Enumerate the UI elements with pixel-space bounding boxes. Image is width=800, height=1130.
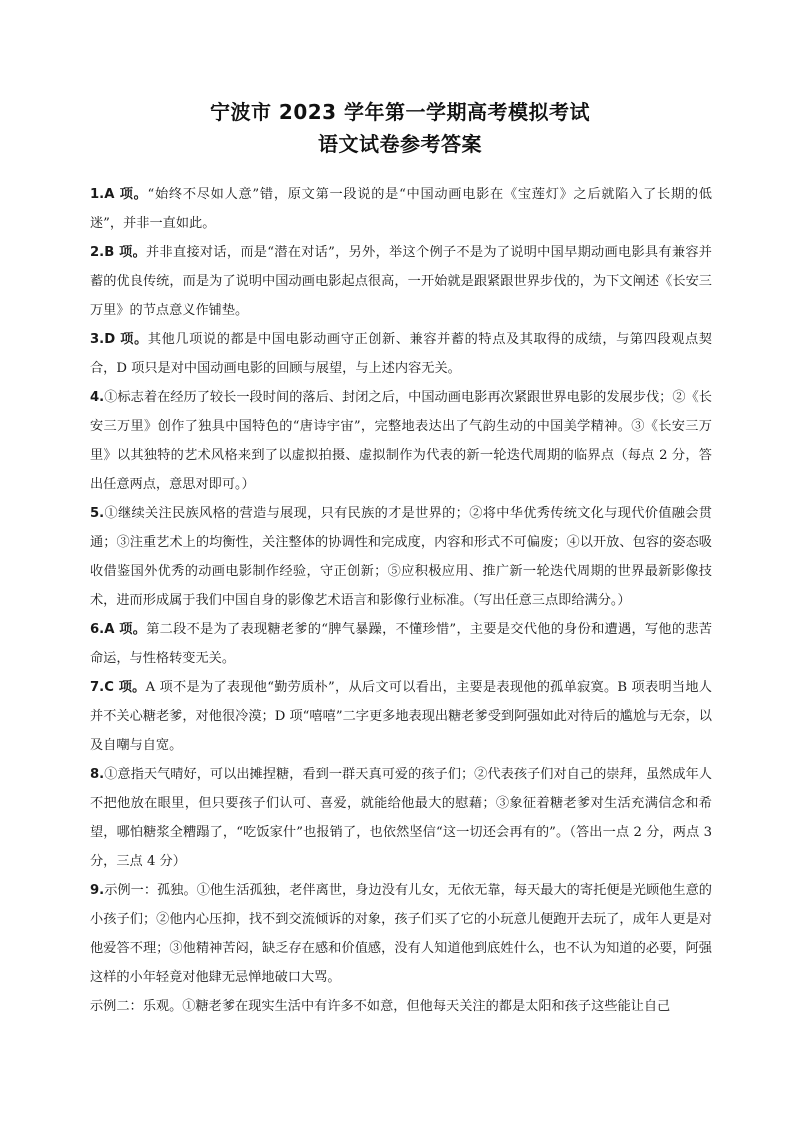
answer-text: ①标志着在经历了较长一段时间的落后、封闭之后，中国动画电影再次紧跟世界电影的发展步伐；②《长安三万里》创作了独具中国特色的“唐诗宇宙”，完整地表达出了气韵生动的中国美学精神。③《长安三万里》以其独特的艺术风格来到了以虚拟拍摄、虚拟制作为代表的新一轮迭代周期的临界点（每点 2 分，答出任意两点，意思对即可。）: [90, 390, 712, 492]
question-number: 4.: [90, 390, 105, 405]
answer-text: 第二段不是为了表现糖老爹的“脾气暴躁，不懂珍惜”，主要是交代他的身份和遭遇，写他的悲苦命运，与性格转变无关。: [90, 622, 712, 666]
answer-item: [90, 615, 712, 673]
answer-choice: D 项。: [104, 332, 148, 347]
answer-choice: A 项。: [104, 622, 147, 637]
answer-choice: B 项。: [104, 245, 147, 260]
question-number: 5.: [90, 506, 105, 521]
page-subtitle: 语文试卷参考答案: [318, 132, 482, 156]
question-number: 2.: [90, 245, 105, 260]
answer-item: [90, 673, 712, 760]
question-number: 7.: [90, 680, 105, 695]
answer-item: [90, 992, 712, 1021]
answer-item: [90, 238, 712, 325]
question-number: 1.: [90, 187, 105, 202]
question-number: 6.: [90, 622, 105, 637]
answer-text: 并非直接对话，而是“潜在对话”，另外，举这个例子不是为了说明中国早期动画电影具有兼容并蓄的优良传统，而是为了说明中国动画电影起点很高，一开始就是跟紧跟世界步伐的，为下文阐述《长安三万里》的节点意义作铺垫。: [90, 245, 712, 318]
answer-text: 示例一：孤独。①他生活孤独，老伴离世，身边没有儿女，无依无靠，每天最大的寄托便是光顾他生意的小孩子们；②他内心压抑，找不到交流倾诉的对象，孩子们买了它的小玩意儿便跑开去玩了，成年人更是对他爱答不理；③他精神苦闷，缺乏存在感和价值感，没有人知道他到底姓什么，也不认为知道的必要，阿强这样的小年轻竟对他肆无忌惮地破口大骂。: [90, 883, 712, 985]
question-number: 9.: [90, 883, 105, 898]
page-title: 宁波市 2023 学年第一学期高考模拟考试: [209, 100, 591, 124]
answer-item: [90, 325, 712, 383]
answer-text: ①继续关注民族风格的营造与展现，只有民族的才是世界的；②将中华优秀传统文化与现代价值融会贯通；③注重艺术上的均衡性，关注整体的协调性和完成度，内容和形式不可偏废；④以开放、包容的姿态吸收借鉴国外优秀的动画电影制作经验，守正创新；⑤应积极应用、推广新一轮迭代周期的世界最新影像技术，进而形成属于我们中国自身的影像艺术语言和影像行业标准。（写出任意三点即给满分。）: [90, 506, 712, 608]
answer-choice: C 项。: [104, 680, 146, 695]
question-number: 3.: [90, 332, 105, 347]
question-number: 8.: [90, 767, 105, 782]
answer-text: A 项不是为了表现他“勤劳质朴”，从后文可以看出，主要是表现他的孤单寂寞。B 项表明当地人并不关心糖老爹，对他很冷漠；D 项“嘻嘻”二字更多地表现出糖老爹受到阿强如此对待后的尴尬与无奈，以及自嘲与自宽。: [90, 680, 712, 753]
answer-item: [90, 383, 712, 499]
answer-text: ①意指天气晴好，可以出摊捏糖，看到一群天真可爱的孩子们；②代表孩子们对自己的崇拜，虽然成年人不把他放在眼里，但只要孩子们认可、喜爱，就能给他最大的慰藉；③象征着糖老爹对生活充满信念和希望，哪怕糖浆全糟蹋了，“吃饭家什”也报销了，也依然坚信“这一切还会再有的”。（答出一点 2 分，两点 3 分，三点 4 分）: [90, 767, 712, 869]
answer-item: [90, 180, 712, 238]
answer-text: 其他几项说的都是中国电影动画守正创新、兼容并蓄的特点及其取得的成绩，与第四段观点契合，D 项只是对中国动画电影的回顾与展望，与上述内容无关。: [90, 332, 712, 376]
answer-item: [90, 760, 712, 876]
answer-text: “始终不尽如人意”错，原文第一段说的是“中国动画电影在《宝莲灯》之后就陷入了长期的低迷”，并非一直如此。: [90, 187, 712, 231]
answer-choice: A 项。: [104, 187, 148, 202]
answer-list: [90, 180, 712, 1021]
answer-text: 示例二：乐观。①糖老爹在现实生活中有许多不如意，但他每天关注的都是太阳和孩子这些能让自己: [90, 999, 671, 1014]
answer-item: [90, 499, 712, 615]
answer-item: [90, 876, 712, 992]
